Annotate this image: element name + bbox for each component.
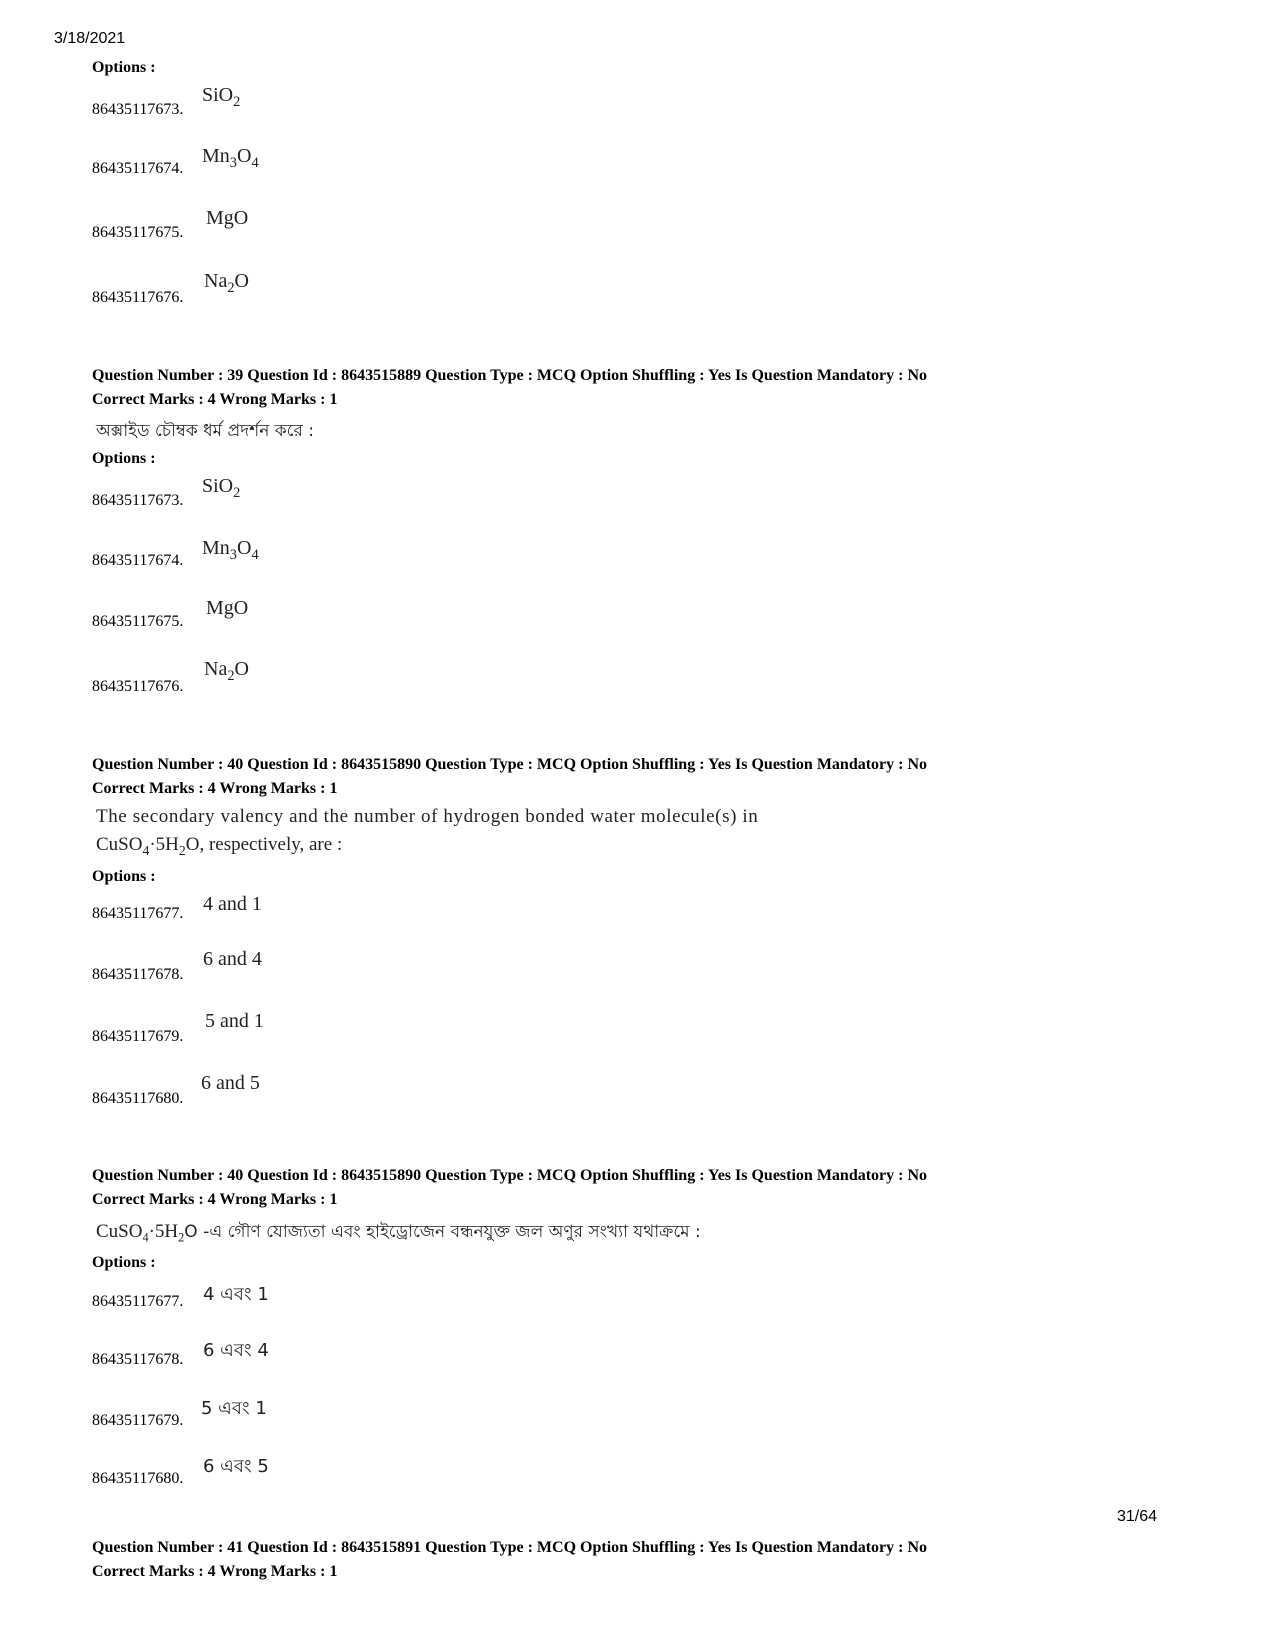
question-marks: Correct Marks : 4 Wrong Marks : 1	[92, 1563, 338, 1580]
option-id: 86435117678.	[92, 1351, 184, 1368]
option-id: 86435117679.	[92, 1028, 184, 1045]
question-header: Question Number : 39 Question Id : 8643515889 Question Type : MCQ Option Shuffling : Yes Is Question Mandatory : No	[92, 367, 928, 384]
question-header: Question Number : 40 Question Id : 8643515890 Question Type : MCQ Option Shuffling : Yes Is Question Mandatory : No	[92, 1167, 928, 1184]
question-text-formula: $CuSO_4\cdot 5H_2O$, respectively, are :	[96, 834, 343, 858]
question-text-formula: $CuSO_4\cdot 5H_2O$ -এ গৌণ যোজ্যতা এবং হাইড্রোজেন বন্ধনযুক্ত জল অণুর সংখ্যা যথাক্রমে :	[96, 1221, 701, 1245]
option-value: 6 and 4	[203, 948, 262, 970]
option-id: 86435117673.	[92, 101, 184, 118]
option-formula: $Mn_3O_4$	[202, 537, 259, 564]
options-label: Options :	[92, 868, 156, 885]
question-marks: Correct Marks : 4 Wrong Marks : 1	[92, 391, 338, 408]
option-value: 5 এবং 1	[201, 1398, 267, 1419]
option-id: 86435117675.	[92, 224, 184, 241]
option-value: 6 and 5	[201, 1072, 260, 1094]
page-date: 3/18/2021	[54, 30, 126, 47]
question-text: The secondary valency and the number of hydrogen bonded water molecule(s) in	[96, 806, 759, 827]
option-formula: SiO$_2$	[202, 475, 241, 502]
options-label: Options :	[92, 1254, 156, 1271]
option-formula: MgO	[206, 597, 249, 619]
options-label: Options :	[92, 59, 156, 76]
option-value: 4 and 1	[203, 893, 262, 915]
option-id: 86435117676.	[92, 289, 184, 306]
option-id: 86435117679.	[92, 1412, 184, 1429]
option-formula: SiO$_2$	[202, 84, 241, 111]
question-marks: Correct Marks : 4 Wrong Marks : 1	[92, 1191, 338, 1208]
option-id: 86435117674.	[92, 552, 184, 569]
option-formula: $Mn_3O_4$	[202, 145, 259, 172]
option-value: 6 এবং 5	[203, 1456, 269, 1477]
question-marks: Correct Marks : 4 Wrong Marks : 1	[92, 780, 338, 797]
question-text: অক্সাইড চৌম্বক ধর্ম প্রদর্শন করে :	[96, 421, 314, 441]
option-formula: MgO	[206, 207, 249, 229]
option-id: 86435117675.	[92, 613, 184, 630]
option-id: 86435117673.	[92, 492, 184, 509]
option-value: 4 এবং 1	[203, 1284, 269, 1305]
option-id: 86435117680.	[92, 1470, 184, 1487]
option-id: 86435117676.	[92, 678, 184, 695]
option-value: 5 and 1	[205, 1010, 264, 1032]
option-id: 86435117680.	[92, 1090, 184, 1107]
option-id: 86435117677.	[92, 1293, 184, 1310]
question-header: Question Number : 40 Question Id : 8643515890 Question Type : MCQ Option Shuffling : Yes Is Question Mandatory : No	[92, 756, 928, 773]
option-id: 86435117677.	[92, 905, 184, 922]
question-header: Question Number : 41 Question Id : 8643515891 Question Type : MCQ Option Shuffling : Yes Is Question Mandatory : No	[92, 1539, 928, 1556]
option-id: 86435117678.	[92, 966, 184, 983]
option-value: 6 এবং 4	[203, 1340, 269, 1361]
option-formula: $Na_2O$	[204, 658, 249, 685]
page-number: 31/64	[1117, 1508, 1158, 1525]
options-label: Options :	[92, 450, 156, 467]
option-id: 86435117674.	[92, 160, 184, 177]
option-formula: $Na_2O$	[204, 270, 249, 297]
